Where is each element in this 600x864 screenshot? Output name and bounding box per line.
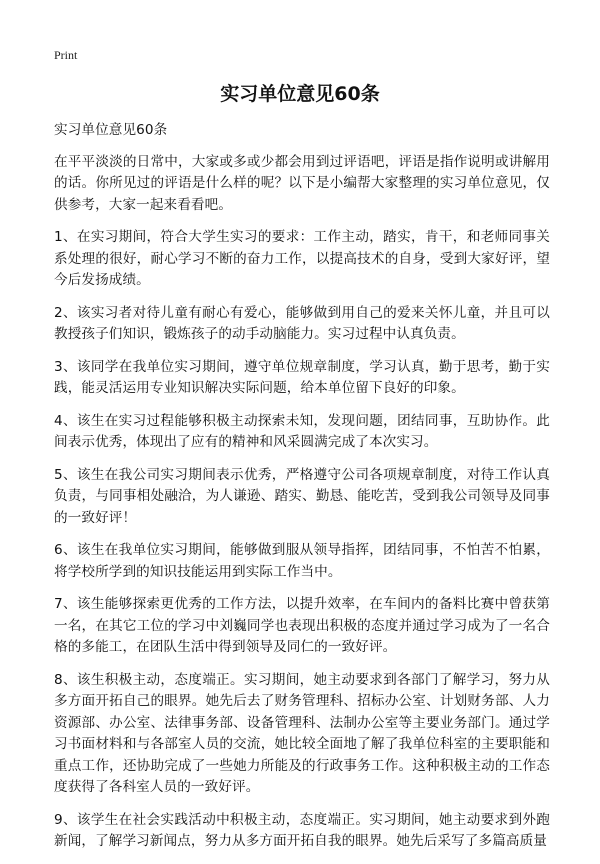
comment-paragraph-4: 4、该生在实习过程能够积极主动探索未知，发现问题，团结同事，互助协作。此间表示优秀，体现出了应有的精神和风采圆满完成了本次实习。 <box>54 412 550 450</box>
comment-paragraph-3: 3、该同学在我单位实习期间，遵守单位规章制度，学习认真，勤于思考，勤于实践，能灵活运用专业知识解决实际问题，给本单位留下良好的印象。 <box>54 358 550 396</box>
comment-paragraph-5: 5、该生在我公司实习期间表示优秀，严格遵守公司各项规章制度，对待工作认真负责，与同事相处融洽，为人谦逊、踏实、勤恳、能吃苦，受到我公司领导及同事的一致好评！ <box>54 466 550 526</box>
document-body <box>54 120 550 864</box>
comment-paragraph-6: 6、该生在我单位实习期间，能够做到服从领导指挥，团结同事，不怕苦不怕累，将学校所学到的知识技能运用到实际工作当中。 <box>54 542 550 580</box>
document-title: 实习单位意见60条 <box>220 83 380 105</box>
comment-paragraph-7: 7、该生能够探索更优秀的工作方法，以提升效率，在车间内的备料比赛中曾获第一名，在其它工位的学习中刘巍同学也表现出积极的态度并通过学习成为了一名合格的多能工，在团队生活中得到领导及同仁的一致好评。 <box>54 596 550 655</box>
intro-paragraph: 在平平淡淡的日常中，大家或多或少都会用到过评语吧，评语是指作说明或讲解用的话。你所见过的评语是什么样的呢？以下是小编帮大家整理的实习单位意见，仅供参考，大家一起来看看吧。 <box>54 153 550 213</box>
comment-paragraph-8: 8、该生积极主动，态度端正。实习期间，她主动要求到各部门了解学习，努力从多方面开拓自己的眼界。她先后去了财务管理科、招标办公室、计划财务部、人力资源部、办公室、法律事务部、设备管理科、法制办公室等主要业务部门。通过学习书面材料和与各部室人员的交流，她比较全面地了解了我单位科室的主要职能和重点工作，还协助完成了一些她力所能及的行政事务工作。这种积极主动的工作态度获得了各科室人员的一致好评。 <box>54 671 550 795</box>
comment-paragraph-1: 1、在实习期间，符合大学生实习的要求：工作主动，踏实，肯干，和老师同事关系处理的很好，耐心学习不断的奋力工作，以提高技术的自身，受到大家好评，望今后发扬成绩。 <box>54 229 550 288</box>
print-link[interactable]: Print <box>54 48 78 62</box>
comment-paragraph-2: 2、该实习者对待儿童有耐心有爱心，能够做到用自己的爱来关怀儿童，并且可以教授孩子们知识，锻炼孩子的动手动脑能力。实习过程中认真负责。 <box>54 304 550 342</box>
comment-paragraph-9: 9、该学生在社会实践活动中积极主动，态度端正。实习期间，她主动要求到外跑新闻，了解学习新闻点，努力从多方面开拓自我的眼界。她先后采写了多篇高质量 <box>54 811 550 849</box>
document-subtitle: 实习单位意见60条 <box>54 122 168 138</box>
